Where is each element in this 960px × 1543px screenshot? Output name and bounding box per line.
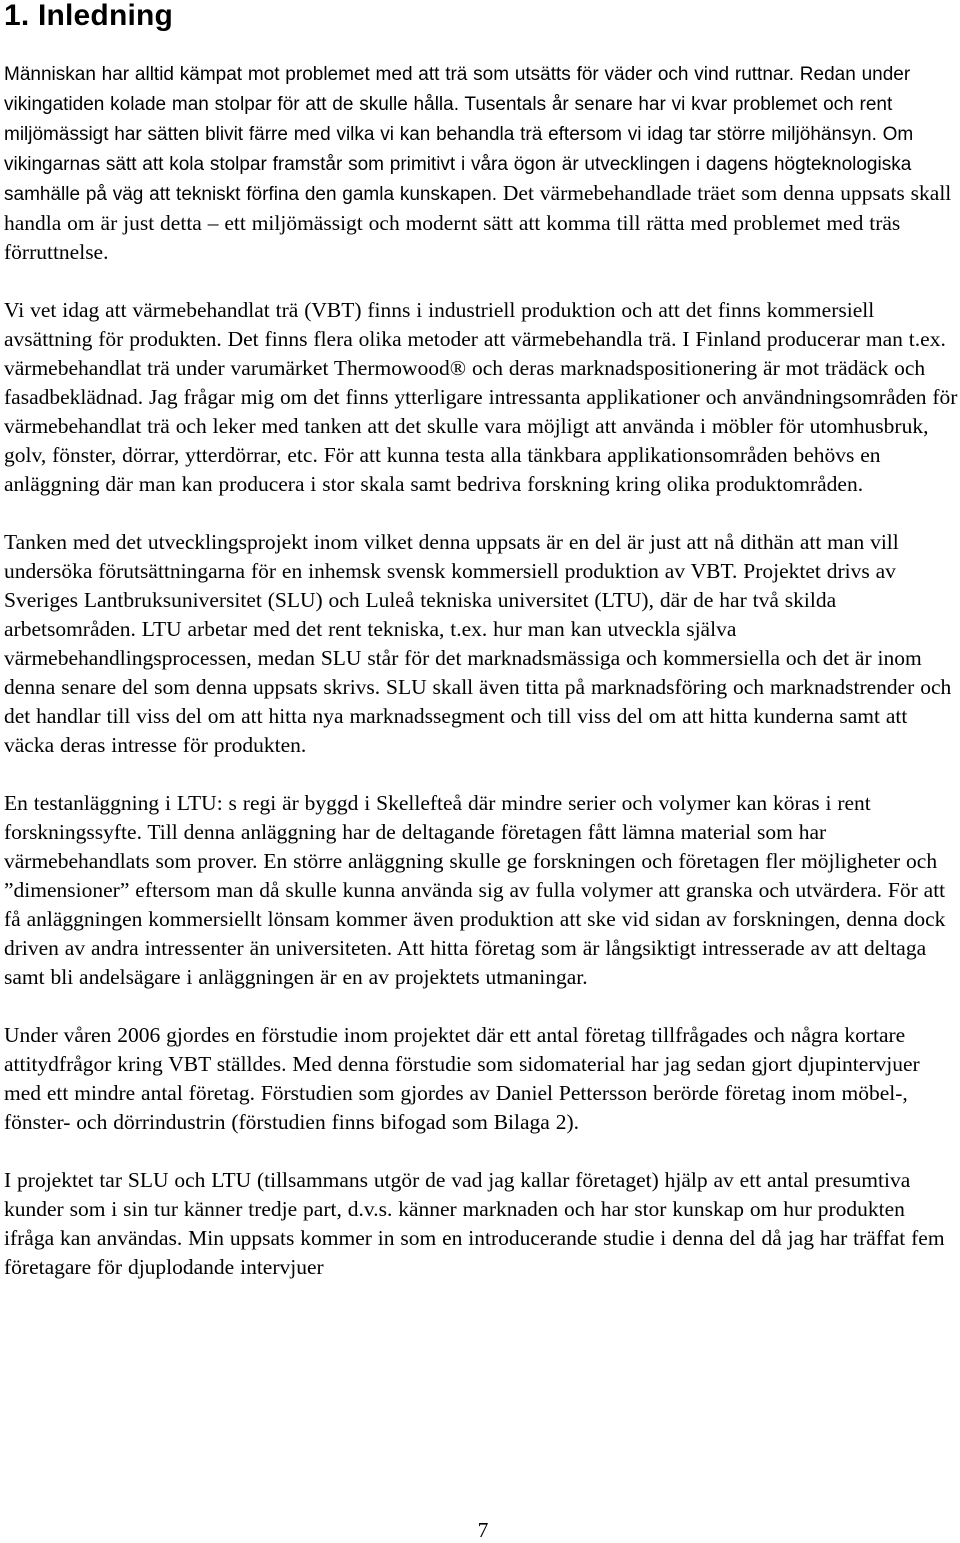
section-heading: 1. Inledning	[4, 0, 174, 32]
paragraph-test-facility: En testanläggning i LTU: s regi är byggd i Skellefteå där mindre serier och volymer kan köras i rent forskningssyfte. Till denna anläggning har de deltagande företagen fått lämna material som har värmebehandlats som prover. En större anläggning skulle ge forskningen och företagen fler möjligheter och ”dimensioner” eftersom man då skulle kunna använda sig av fulla volymer att granska och utvärdera. För att få anläggningen kommersiellt lönsam kommer även produktion att ske vid sidan av forskningen, denna dock driven av andra intressenter än universiteten. Att hitta företag som är långsiktigt intresserade av att deltaga samt bli andelsägare i anläggningen är en av projektets utmaningar.	[4, 791, 946, 989]
paragraph-intro-serif-text: Det värmebehandlade träet som denna uppsats skall handla om är just detta – ett miljömässigt och modernt sätt att komma till rätta med problemet med träs förruttnelse.	[4, 181, 952, 264]
paragraph-vbt-production: Vi vet idag att värmebehandlat trä (VBT) finns i industriell produktion och att det finns kommersiell avsättning för produkten. Det finns flera olika metoder att värmebehandla trä. I Finland producerar man t.ex. värmebehandlat trä under varumärket Thermowood® och deras marknadspositionering är mot trädäck och fasadbeklädnad. Jag frågar mig om det finns ytterligare intressanta applikationer och användningsområden för värmebehandlat trä och leker med tanken att det skulle vara möjligt att använda i möbler för utomhusbruk, golv, fönster, dörrar, ytterdörrar, etc. För att kunna testa alla tänkbara applikationsområden behövs en anläggning där man kan producera i stor skala samt bedriva forskning kring olika produktområden.	[4, 298, 958, 496]
page-number: 7	[477, 1518, 489, 1542]
paragraph-intro	[4, 59, 958, 267]
paragraph-intro-sans-text: Människan har alltid kämpat mot problemet med att trä som utsätts för väder och vind ruttnar. Redan under vikingatiden kolade man stolpar för att de skulle hålla. Tusentals år senare har vi kvar problemet och rent miljömässigt har sätten blivit färre med vilka vi kan behandla trä eftersom vi idag tar större miljöhänsyn. Om vikingarnas sätt att kola stolpar framstår som primitivt i våra ögon är utvecklingen i dagens högteknologiska samhälle på väg att tekniskt förfina den gamla kunskapen.	[4, 64, 914, 205]
paragraph-prestudy: Under våren 2006 gjordes en förstudie inom projektet där ett antal företag tillfrågades och några kortare attitydfrågor kring VBT ställdes. Med denna förstudie som sidomaterial har jag sedan gjort djupintervjuer med ett mindre antal företag. Förstudien som gjordes av Daniel Pettersson berörde företag inom möbel-, fönster- och dörrindustrin (förstudien finns bifogad som Bilaga 2).	[4, 1023, 920, 1134]
paragraph-project-partners: I projektet tar SLU och LTU (tillsammans utgör de vad jag kallar företaget) hjälp av ett antal presumtiva kunder som i sin tur känner tredje part, d.v.s. känner marknaden och har stor kunskap om hur produkten ifråga kan användas. Min uppsats kommer in som en introducerande studie i denna del då jag har träffat fem företagare för djuplodande intervjuer	[4, 1168, 945, 1279]
paragraph-project-purpose: Tanken med det utvecklingsprojekt inom vilket denna uppsats är en del är just att nå dithän att man vill undersöka förutsättningarna för en inhemsk svensk kommersiell produktion av VBT. Projektet drivs av Sveriges Lantbruksuniversitet (SLU) och Luleå tekniska universitet (LTU), där de har två skilda arbetsområden. LTU arbetar med det rent tekniska, t.ex. hur man kan utveckla själva värmebehandlingsprocessen, medan SLU står för det marknadsmässiga och kommersiella och det är inom denna senare del som denna uppsats skrivs. SLU skall även titta på marknadsföring och marknadstrender och det handlar till viss del om att hitta nya marknadssegment och till viss del om att hitta kunderna samt att väcka deras intresse för produkten.	[4, 530, 952, 757]
document-page	[4, 0, 958, 1282]
